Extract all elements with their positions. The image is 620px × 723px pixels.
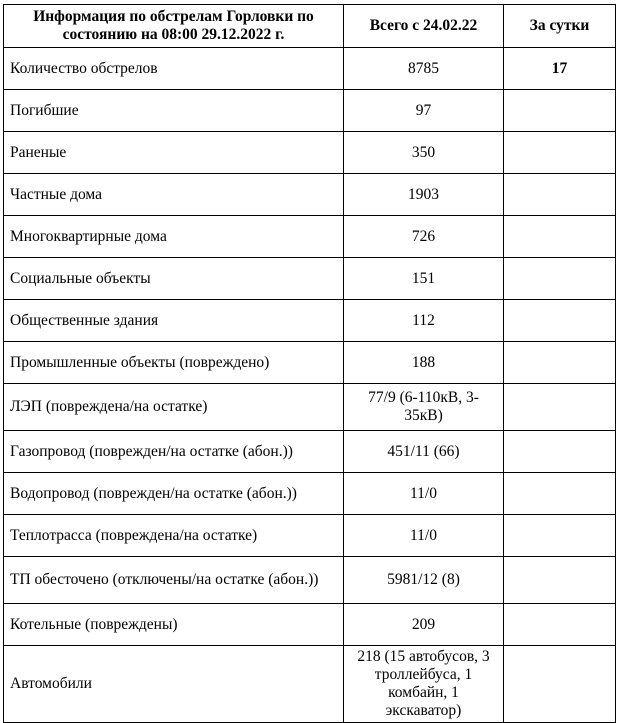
row-day	[504, 132, 616, 174]
row-total: 209	[344, 604, 504, 646]
header-day: За сутки	[504, 5, 616, 48]
row-total: 11/0	[344, 515, 504, 557]
row-day	[504, 646, 616, 723]
row-total: 188	[344, 342, 504, 384]
row-total: 8785	[344, 48, 504, 90]
table-row	[4, 300, 616, 342]
header-total: Всего с 24.02.22	[344, 5, 504, 48]
table-row	[4, 604, 616, 646]
row-label: Частные дома	[4, 174, 344, 216]
table-row	[4, 216, 616, 258]
row-label: Газопровод (поврежден/на остатке (абон.))	[4, 431, 344, 473]
row-label: Количество обстрелов	[4, 48, 344, 90]
row-day	[504, 557, 616, 604]
table-row	[4, 515, 616, 557]
table-row	[4, 258, 616, 300]
table-row	[4, 431, 616, 473]
table-row	[4, 473, 616, 515]
row-day	[504, 515, 616, 557]
row-day	[504, 300, 616, 342]
row-label: ТП обесточено (отключены/на остатке (абон.))	[4, 557, 344, 604]
table-row	[4, 646, 616, 723]
table-row	[4, 384, 616, 431]
row-day	[504, 90, 616, 132]
row-day	[504, 174, 616, 216]
row-day	[504, 604, 616, 646]
row-total: 151	[344, 258, 504, 300]
row-total: 11/0	[344, 473, 504, 515]
table-row	[4, 90, 616, 132]
row-label: Раненые	[4, 132, 344, 174]
shelling-report-table	[3, 4, 616, 723]
row-day: 17	[504, 48, 616, 90]
row-day	[504, 258, 616, 300]
row-total: 97	[344, 90, 504, 132]
row-total: 5981/12 (8)	[344, 557, 504, 604]
table-row	[4, 174, 616, 216]
row-label: ЛЭП (повреждена/на остатке)	[4, 384, 344, 431]
row-day	[504, 473, 616, 515]
row-label: Промышленные объекты (повреждено)	[4, 342, 344, 384]
row-day	[504, 384, 616, 431]
row-label: Котельные (повреждены)	[4, 604, 344, 646]
row-day	[504, 342, 616, 384]
row-day	[504, 216, 616, 258]
row-total: 726	[344, 216, 504, 258]
row-total: 218 (15 автобусов, 3 троллейбуса, 1 комбайн, 1 экскаватор)	[344, 646, 504, 723]
row-label: Общественные здания	[4, 300, 344, 342]
row-label: Водопровод (поврежден/на остатке (абон.))	[4, 473, 344, 515]
table-row	[4, 132, 616, 174]
row-total: 451/11 (66)	[344, 431, 504, 473]
row-total: 350	[344, 132, 504, 174]
row-label: Социальные объекты	[4, 258, 344, 300]
row-label: Теплотрасса (повреждена/на остатке)	[4, 515, 344, 557]
table-header-row	[4, 5, 616, 48]
row-total: 77/9 (6-110кВ, 3-35кВ)	[344, 384, 504, 431]
row-label: Автомобили	[4, 646, 344, 723]
row-label: Погибшие	[4, 90, 344, 132]
table-row	[4, 48, 616, 90]
row-label: Многоквартирные дома	[4, 216, 344, 258]
table-row	[4, 557, 616, 604]
table-row	[4, 342, 616, 384]
row-total: 112	[344, 300, 504, 342]
row-total: 1903	[344, 174, 504, 216]
row-day	[504, 431, 616, 473]
header-title: Информация по обстрелам Горловки по состоянию на 08:00 29.12.2022 г.	[4, 5, 344, 48]
